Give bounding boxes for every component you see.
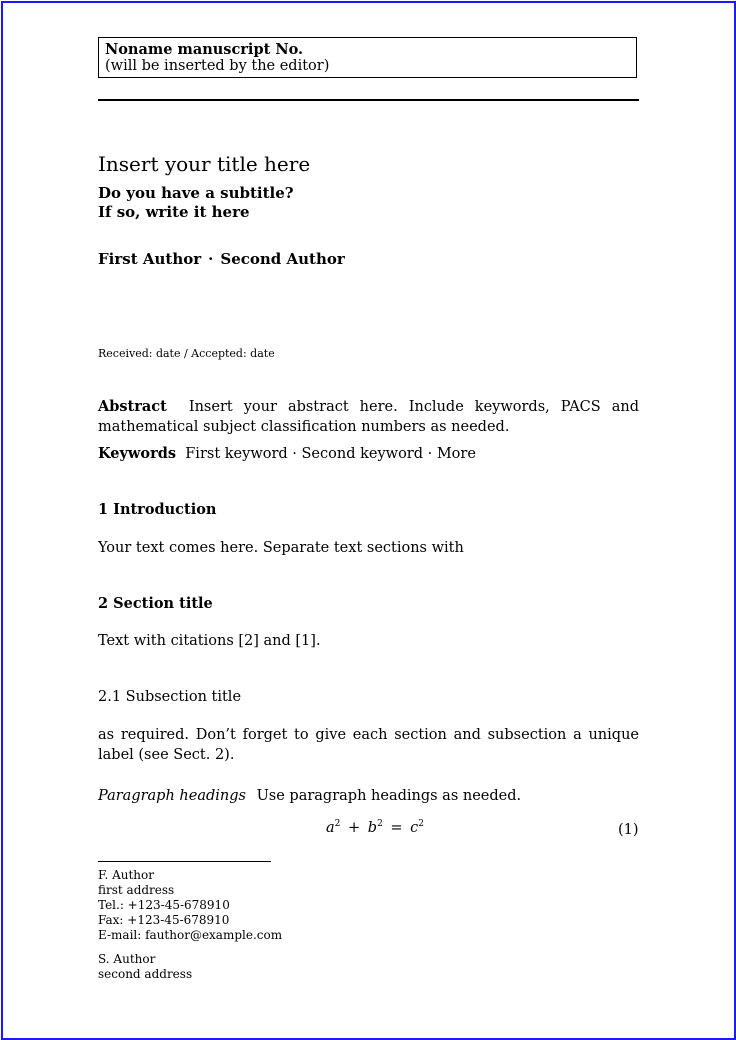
author-first: First Author	[98, 250, 202, 268]
abstract-text: Insert your abstract here. Include keywords, PACS and mathematical subject classification numbers as needed.	[98, 399, 639, 435]
section-title: Section title	[113, 595, 213, 612]
subsection-heading-2-1	[98, 688, 241, 706]
author-second: Second Author	[220, 250, 345, 268]
paragraph	[98, 787, 521, 805]
manuscript-number-box	[98, 37, 637, 78]
eq-exp-a: 2	[334, 819, 341, 829]
footnote-author-1	[98, 868, 282, 943]
section-title: Introduction	[113, 501, 217, 518]
footnote-author-2	[98, 952, 192, 982]
eq-var-b: b	[367, 820, 378, 836]
subtitle-line-2: If so, write it here	[98, 203, 250, 221]
eq-plus: +	[348, 820, 361, 836]
footnote-address: second address	[98, 967, 193, 981]
subsection-title: Subsection title	[125, 689, 242, 705]
author-separator: ·	[208, 250, 214, 268]
eq-exp-b: 2	[377, 819, 383, 829]
received-dates: Received: date / Accepted: date	[98, 347, 275, 360]
subtitle-line-1: Do you have a subtitle?	[98, 184, 294, 202]
subsection-text-2-1: as required. Don’t forget to give each section and subsection a unique label (see Sect. 2).	[98, 727, 639, 763]
paper-title: Insert your title here	[98, 152, 311, 176]
manuscript-number-note: (will be inserted by the editor)	[105, 58, 330, 74]
manuscript-number-title: Noname manuscript No.	[105, 41, 304, 58]
paragraph-heading: Paragraph headings	[98, 788, 246, 804]
equation-number: (1)	[618, 822, 639, 838]
abstract	[98, 397, 639, 437]
footnote-rule	[98, 861, 271, 862]
equation	[326, 819, 424, 837]
eq-exp-c: 2	[418, 819, 425, 829]
footnote-name: S. Author	[98, 952, 156, 966]
footnote-fax: Fax: +123-45-678910	[98, 913, 230, 927]
section-text-introduction: Your text comes here. Separate text sections with	[98, 540, 464, 556]
eq-var-c: c	[410, 820, 419, 836]
abstract-label: Abstract	[98, 398, 167, 415]
paper-subtitle	[98, 184, 294, 222]
eq-var-a: a	[326, 820, 335, 836]
section-heading-introduction	[98, 501, 216, 519]
section-number: 2	[98, 595, 109, 612]
keywords-label: Keywords	[98, 445, 177, 462]
keywords	[98, 445, 476, 463]
section-heading-2	[98, 595, 213, 613]
author-list	[98, 250, 345, 268]
footnote-tel: Tel.: +123-45-678910	[98, 898, 230, 912]
keywords-text: First keyword · Second keyword · More	[185, 446, 476, 462]
footnote-email: E-mail: fauthor@example.com	[98, 928, 283, 942]
paragraph-text: Use paragraph headings as needed.	[256, 788, 522, 804]
subsection-number: 2.1	[98, 689, 122, 705]
header-rule	[98, 99, 639, 101]
section-text-2: Text with citations [2] and [1].	[98, 633, 321, 649]
footnote-name: F. Author	[98, 868, 154, 882]
footnote-address: first address	[98, 883, 175, 897]
eq-equals: =	[390, 820, 403, 836]
section-number: 1	[98, 501, 109, 518]
